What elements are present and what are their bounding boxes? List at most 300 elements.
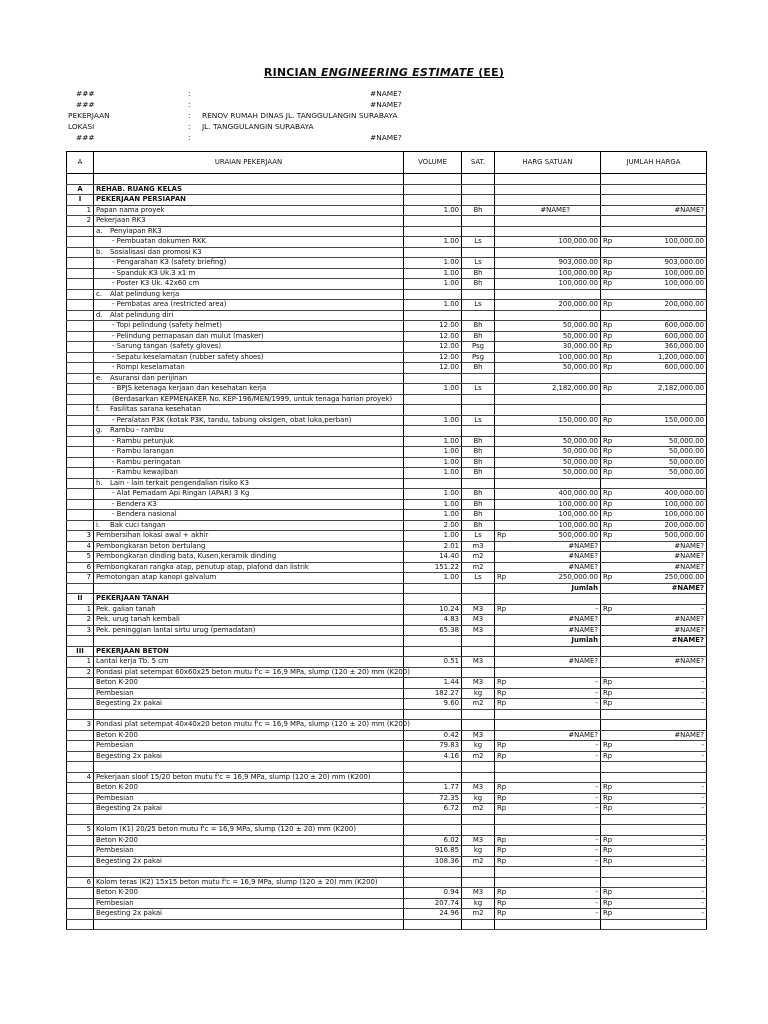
currency-label: Rp bbox=[603, 331, 613, 340]
cell-unit: M3 bbox=[462, 615, 495, 626]
cell-number bbox=[67, 436, 94, 447]
total-value: #NAME? bbox=[674, 625, 704, 634]
cell-description bbox=[94, 793, 404, 804]
cell-total-price bbox=[601, 699, 707, 710]
total-value: - bbox=[701, 688, 704, 697]
cell-total-price bbox=[601, 583, 707, 594]
cell-unit-price bbox=[495, 541, 601, 552]
price-wrap bbox=[497, 573, 598, 583]
description-text: Pekerjaan RK3 bbox=[96, 216, 146, 224]
total-wrap bbox=[603, 500, 704, 510]
table-row bbox=[67, 835, 707, 846]
cell-unit-price bbox=[495, 877, 601, 888]
cell-number bbox=[67, 709, 94, 720]
table-row bbox=[67, 489, 707, 500]
price-wrap bbox=[497, 846, 598, 856]
total-wrap bbox=[603, 279, 704, 289]
cell-unit: Bh bbox=[462, 268, 495, 279]
cell-unit: M3 bbox=[462, 783, 495, 794]
cell-unit-price bbox=[495, 184, 601, 195]
total-value: 50,000.00 bbox=[668, 468, 704, 476]
cell-description bbox=[94, 541, 404, 552]
cell-description bbox=[94, 867, 404, 878]
price-value: - bbox=[595, 751, 598, 760]
total-value: - bbox=[701, 888, 704, 896]
cell-unit: M3 bbox=[462, 888, 495, 899]
cell-unit: Ls bbox=[462, 531, 495, 542]
total-wrap bbox=[603, 794, 704, 804]
cell-total-price bbox=[601, 772, 707, 783]
cell-volume: 1.00 bbox=[404, 205, 462, 216]
cell-number bbox=[67, 247, 94, 258]
cell-volume: 1.00 bbox=[404, 268, 462, 279]
description-text: - Alat Pemadam Api Ringan (APAR) 3 Kg bbox=[112, 489, 250, 497]
cell-unit-price bbox=[495, 688, 601, 699]
description-text: Beton K-200 bbox=[96, 888, 138, 896]
price-wrap bbox=[497, 699, 598, 709]
cell-number bbox=[67, 730, 94, 741]
description-text: - Bendera nasional bbox=[112, 510, 177, 518]
cell-unit bbox=[462, 646, 495, 657]
total-value: - bbox=[701, 793, 704, 802]
total-wrap bbox=[603, 363, 704, 373]
description-text: PEKERJAAN PERSIAPAN bbox=[96, 195, 186, 203]
cell-volume: 4.16 bbox=[404, 751, 462, 762]
table-row bbox=[67, 867, 707, 878]
description-text: - BPJS ketenaga kerjaan dan kesehatan kerja bbox=[112, 384, 267, 392]
table-row bbox=[67, 699, 707, 710]
cell-description bbox=[94, 174, 404, 185]
cell-unit: M3 bbox=[462, 835, 495, 846]
cell-number bbox=[67, 762, 94, 773]
sub-marker: h. bbox=[96, 478, 103, 487]
table-row bbox=[67, 405, 707, 416]
cell-description bbox=[94, 877, 404, 888]
cell-number: 3 bbox=[67, 625, 94, 636]
cell-description bbox=[94, 300, 404, 311]
cell-number bbox=[67, 751, 94, 762]
cell-number bbox=[67, 226, 94, 237]
currency-label: Rp bbox=[603, 468, 613, 476]
total-value: #NAME? bbox=[671, 583, 704, 592]
description-text: Begesting 2x pakai bbox=[96, 909, 162, 917]
currency-label: Rp bbox=[603, 510, 613, 518]
table-row bbox=[67, 289, 707, 300]
total-value: - bbox=[701, 804, 704, 812]
col-volume-header: VOLUME bbox=[404, 152, 462, 174]
price-value: 50,000.00 bbox=[562, 321, 598, 329]
cell-unit: kg bbox=[462, 741, 495, 752]
currency-label: Rp bbox=[603, 898, 613, 907]
cell-unit: kg bbox=[462, 898, 495, 909]
cell-total-price bbox=[601, 342, 707, 353]
cell-number: 5 bbox=[67, 552, 94, 563]
cell-unit-price bbox=[495, 814, 601, 825]
cell-unit bbox=[462, 877, 495, 888]
description-text: Alat pelindung diri bbox=[110, 310, 174, 319]
cell-description bbox=[94, 657, 404, 668]
cell-description bbox=[94, 321, 404, 332]
cell-number bbox=[67, 678, 94, 689]
table-row bbox=[67, 678, 707, 689]
table-row bbox=[67, 331, 707, 342]
cell-unit: Ls bbox=[462, 415, 495, 426]
currency-label: Rp bbox=[603, 268, 613, 277]
description-text: - Pengarahan K3 (safety briefing) bbox=[112, 258, 227, 266]
currency-label: Rp bbox=[497, 898, 507, 907]
currency-label: Rp bbox=[603, 258, 613, 266]
header-colon: : bbox=[188, 111, 191, 120]
header-label: PEKERJAAN bbox=[68, 111, 110, 120]
cell-volume: 1.00 bbox=[404, 447, 462, 458]
title-prefix: RINCIAN bbox=[263, 66, 321, 79]
cell-description bbox=[94, 331, 404, 342]
cell-number bbox=[67, 415, 94, 426]
cell-unit-price bbox=[495, 562, 601, 573]
price-value: 100,000.00 bbox=[558, 352, 598, 361]
sub-marker: i. bbox=[96, 520, 101, 529]
total-wrap bbox=[603, 846, 704, 856]
total-value: #NAME? bbox=[674, 552, 704, 560]
price-value: #NAME? bbox=[568, 625, 598, 634]
price-wrap bbox=[497, 605, 598, 615]
price-wrap bbox=[497, 741, 598, 751]
cell-unit bbox=[462, 310, 495, 321]
cell-description bbox=[94, 457, 404, 468]
cell-unit-price bbox=[495, 783, 601, 794]
description-text: Kolom teras (K2) 15x15 beton mutu f'c = 16,9 MPa, slump (120 ± 20) mm (K200) bbox=[96, 877, 378, 886]
cell-volume bbox=[404, 646, 462, 657]
table-row bbox=[67, 657, 707, 668]
cell-unit-price bbox=[495, 373, 601, 384]
total-wrap bbox=[603, 237, 704, 247]
cell-total-price bbox=[601, 604, 707, 615]
price-value: 100,000.00 bbox=[558, 510, 598, 518]
cell-unit-price bbox=[495, 657, 601, 668]
cell-volume bbox=[404, 226, 462, 237]
cell-volume: 65.38 bbox=[404, 625, 462, 636]
cell-unit-price bbox=[495, 552, 601, 563]
cell-unit: Bh bbox=[462, 447, 495, 458]
table-row bbox=[67, 195, 707, 206]
table-row bbox=[67, 426, 707, 437]
header-row bbox=[64, 88, 704, 99]
cell-volume bbox=[404, 478, 462, 489]
total-value: 360,000.00 bbox=[664, 342, 704, 350]
cell-total-price bbox=[601, 646, 707, 657]
total-wrap bbox=[603, 888, 704, 898]
table-row bbox=[67, 258, 707, 269]
total-value: - bbox=[701, 678, 704, 686]
table-row bbox=[67, 321, 707, 332]
cell-total-price bbox=[601, 594, 707, 605]
total-value: #NAME? bbox=[674, 615, 704, 623]
currency-label: Rp bbox=[603, 342, 613, 350]
cell-volume: 1.00 bbox=[404, 237, 462, 248]
cell-total-price bbox=[601, 352, 707, 363]
cell-unit: Bh bbox=[462, 510, 495, 521]
currency-label: Rp bbox=[603, 279, 613, 287]
currency-label: Rp bbox=[497, 751, 507, 760]
header-value: JL. TANGGULANGIN SURABAYA bbox=[202, 122, 314, 131]
cell-unit: Bh bbox=[462, 436, 495, 447]
total-wrap bbox=[603, 899, 704, 909]
table-row bbox=[67, 363, 707, 374]
cell-unit-price bbox=[495, 478, 601, 489]
cell-total-price bbox=[601, 562, 707, 573]
cell-number: 6 bbox=[67, 877, 94, 888]
cell-total-price bbox=[601, 226, 707, 237]
cell-number bbox=[67, 688, 94, 699]
table-row bbox=[67, 394, 707, 405]
description-text: Pekerjaan sloof 15/20 beton mutu f'c = 16,9 MPa, slump (120 ± 20) mm (K200) bbox=[96, 772, 371, 781]
cell-total-price bbox=[601, 489, 707, 500]
cell-description bbox=[94, 205, 404, 216]
total-value: 50,000.00 bbox=[668, 436, 704, 445]
table-row bbox=[67, 583, 707, 594]
total-wrap bbox=[603, 384, 704, 394]
cell-unit-price bbox=[495, 772, 601, 783]
cell-description bbox=[94, 499, 404, 510]
cell-description bbox=[94, 373, 404, 384]
table-row bbox=[67, 762, 707, 773]
cell-total-price bbox=[601, 730, 707, 741]
sub-marker: b. bbox=[96, 247, 103, 256]
cell-number bbox=[67, 310, 94, 321]
cell-total-price bbox=[601, 426, 707, 437]
cell-total-price bbox=[601, 741, 707, 752]
header-row bbox=[64, 132, 704, 143]
total-value: 400,000.00 bbox=[664, 489, 704, 497]
total-value: 150,000.00 bbox=[664, 415, 704, 424]
total-wrap bbox=[603, 416, 704, 426]
description-text: Lantai kerja Tb. 5 cm bbox=[96, 657, 169, 665]
total-wrap bbox=[603, 269, 704, 279]
description-text: Bak cuci tangan bbox=[110, 520, 166, 529]
cell-unit: M3 bbox=[462, 678, 495, 689]
cell-unit: M3 bbox=[462, 730, 495, 741]
cell-number: 4 bbox=[67, 541, 94, 552]
total-value: - bbox=[701, 909, 704, 917]
cell-description bbox=[94, 762, 404, 773]
cell-unit: kg bbox=[462, 688, 495, 699]
currency-label: Rp bbox=[603, 531, 613, 539]
cell-description bbox=[94, 583, 404, 594]
cell-number: 3 bbox=[67, 720, 94, 731]
cell-total-price bbox=[601, 436, 707, 447]
header-label: ### bbox=[76, 100, 95, 109]
cell-volume bbox=[404, 195, 462, 206]
description-text: Pembongkaran rangka atap, penutup atap, plafond dan listrik bbox=[96, 562, 309, 571]
cell-unit-price bbox=[495, 531, 601, 542]
currency-label: Rp bbox=[603, 573, 613, 581]
price-wrap bbox=[497, 857, 598, 867]
cell-volume bbox=[404, 373, 462, 384]
currency-label: Rp bbox=[603, 741, 613, 749]
cell-unit bbox=[462, 594, 495, 605]
price-value: 50,000.00 bbox=[562, 457, 598, 466]
cell-total-price bbox=[601, 499, 707, 510]
total-wrap bbox=[603, 447, 704, 457]
cell-unit: kg bbox=[462, 793, 495, 804]
cell-total-price bbox=[601, 268, 707, 279]
description-text: Beton K-200 bbox=[96, 835, 138, 844]
currency-label: Rp bbox=[603, 888, 613, 896]
cell-description bbox=[94, 237, 404, 248]
currency-label: Rp bbox=[603, 237, 613, 245]
table-row bbox=[67, 825, 707, 836]
cell-volume bbox=[404, 709, 462, 720]
price-value: 400,000.00 bbox=[558, 489, 598, 497]
cell-description bbox=[94, 216, 404, 227]
price-wrap bbox=[497, 899, 598, 909]
cell-total-price bbox=[601, 195, 707, 206]
cell-volume: 0.51 bbox=[404, 657, 462, 668]
cell-description bbox=[94, 646, 404, 657]
cell-unit bbox=[462, 247, 495, 258]
cell-unit-price bbox=[495, 835, 601, 846]
cell-description bbox=[94, 447, 404, 458]
description-text: Fasilitas sarana kesehatan bbox=[110, 405, 201, 413]
total-wrap bbox=[603, 836, 704, 846]
currency-label: Rp bbox=[497, 531, 507, 539]
total-value: 50,000.00 bbox=[668, 447, 704, 455]
currency-label: Rp bbox=[497, 888, 507, 896]
cell-volume: 10.24 bbox=[404, 604, 462, 615]
cell-volume: 2.01 bbox=[404, 541, 462, 552]
cell-unit bbox=[462, 720, 495, 731]
price-value: - bbox=[595, 699, 598, 707]
cell-volume bbox=[404, 667, 462, 678]
cell-description bbox=[94, 636, 404, 647]
cell-total-price bbox=[601, 174, 707, 185]
total-value: - bbox=[701, 699, 704, 707]
cell-description bbox=[94, 195, 404, 206]
cell-unit: m3 bbox=[462, 541, 495, 552]
cell-total-price bbox=[601, 667, 707, 678]
cell-total-price bbox=[601, 468, 707, 479]
cell-volume: 1.00 bbox=[404, 457, 462, 468]
cell-volume: 0.42 bbox=[404, 730, 462, 741]
cell-total-price bbox=[601, 384, 707, 395]
cell-unit-price bbox=[495, 499, 601, 510]
cell-unit: Bh bbox=[462, 457, 495, 468]
total-value: 50,000.00 bbox=[668, 457, 704, 466]
cell-description bbox=[94, 405, 404, 416]
cell-unit: kg bbox=[462, 846, 495, 857]
description-text: Pek. peninggian lantai sirtu urug (pemadatan) bbox=[96, 625, 256, 634]
cell-description bbox=[94, 751, 404, 762]
table-row bbox=[67, 688, 707, 699]
table-row bbox=[67, 919, 707, 930]
cell-number bbox=[67, 856, 94, 867]
cell-unit-price bbox=[495, 741, 601, 752]
cell-volume: 1.00 bbox=[404, 300, 462, 311]
cell-total-price bbox=[601, 856, 707, 867]
project-header bbox=[64, 88, 704, 143]
total-value: 100,000.00 bbox=[664, 268, 704, 277]
price-value: - bbox=[595, 804, 598, 812]
cell-description bbox=[94, 531, 404, 542]
cell-unit-price bbox=[495, 174, 601, 185]
cell-total-price bbox=[601, 709, 707, 720]
description-text: (Berdasarkan KEPMENAKER No. KEP-196/MEN/1999, untuk tenaga harian proyek) bbox=[112, 394, 393, 403]
total-value: #NAME? bbox=[671, 636, 704, 644]
table-row bbox=[67, 342, 707, 353]
cell-description bbox=[94, 363, 404, 374]
total-wrap bbox=[603, 909, 704, 919]
cell-number: 5 bbox=[67, 825, 94, 836]
cell-unit: Psg bbox=[462, 352, 495, 363]
cell-volume bbox=[404, 184, 462, 195]
cell-unit bbox=[462, 825, 495, 836]
cell-total-price bbox=[601, 877, 707, 888]
cell-description bbox=[94, 741, 404, 752]
cell-description bbox=[94, 783, 404, 794]
cell-unit bbox=[462, 583, 495, 594]
price-value: - bbox=[595, 909, 598, 917]
cell-description bbox=[94, 426, 404, 437]
cell-total-price bbox=[601, 898, 707, 909]
table-row bbox=[67, 510, 707, 521]
cell-description bbox=[94, 384, 404, 395]
cell-total-price bbox=[601, 457, 707, 468]
header-label: ### bbox=[76, 133, 95, 142]
cell-number bbox=[67, 520, 94, 531]
cell-unit: Ls bbox=[462, 573, 495, 584]
cell-total-price bbox=[601, 867, 707, 878]
price-value: #NAME? bbox=[568, 541, 598, 550]
total-wrap bbox=[603, 741, 704, 751]
cell-unit-price bbox=[495, 331, 601, 342]
cell-unit-price bbox=[495, 825, 601, 836]
cell-number bbox=[67, 352, 94, 363]
description-text: Pek. urug tanah kembali bbox=[96, 615, 180, 623]
description-text: Pembersihan lokasi awal + akhir bbox=[96, 531, 209, 539]
total-value: 903,000.00 bbox=[664, 258, 704, 266]
cell-total-price bbox=[601, 310, 707, 321]
cell-description bbox=[94, 688, 404, 699]
cell-description bbox=[94, 415, 404, 426]
cell-unit: m2 bbox=[462, 552, 495, 563]
price-value: 100,000.00 bbox=[558, 237, 598, 245]
cell-description bbox=[94, 562, 404, 573]
description-text: - Pelindung pernapasan dan mulut (masker) bbox=[112, 331, 264, 340]
cell-number: 1 bbox=[67, 205, 94, 216]
cell-unit-price bbox=[495, 573, 601, 584]
description-text: Pondasi plat setempat 60x60x25 beton mutu f'c = 16,9 MPa, slump (120 ± 20) mm (K200) bbox=[96, 667, 410, 676]
cell-total-price bbox=[601, 636, 707, 647]
cell-volume bbox=[404, 426, 462, 437]
price-value: 250,000.00 bbox=[558, 573, 598, 581]
cell-unit-price bbox=[495, 594, 601, 605]
currency-label: Rp bbox=[603, 604, 613, 613]
total-value: 100,000.00 bbox=[664, 279, 704, 287]
header-row bbox=[64, 99, 704, 110]
cell-unit-price bbox=[495, 720, 601, 731]
cell-unit-price bbox=[495, 699, 601, 710]
table-row bbox=[67, 468, 707, 479]
table-row bbox=[67, 594, 707, 605]
currency-label: Rp bbox=[497, 678, 507, 686]
total-wrap bbox=[603, 300, 704, 310]
total-value: 1,200,000.00 bbox=[657, 352, 704, 361]
price-value: #NAME? bbox=[568, 657, 598, 665]
cell-unit-price bbox=[495, 667, 601, 678]
total-wrap bbox=[603, 332, 704, 342]
total-wrap bbox=[603, 804, 704, 814]
table-row bbox=[67, 226, 707, 237]
